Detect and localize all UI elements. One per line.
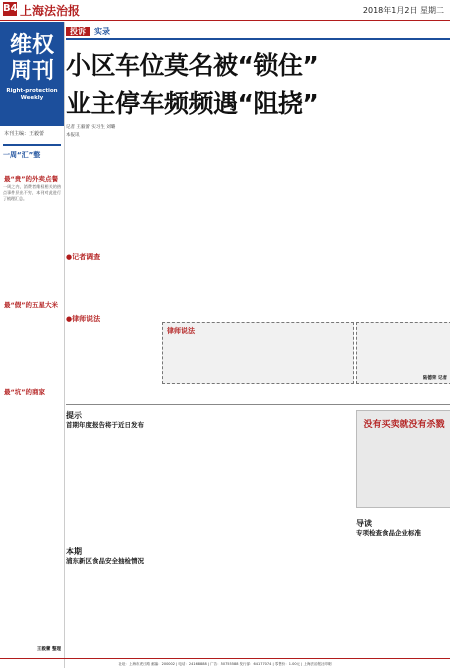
- article-column: [260, 410, 352, 540]
- article-column: [163, 546, 255, 672]
- commentary-title: 没有买卖就没有杀戮: [363, 420, 445, 430]
- article-column: [260, 262, 352, 310]
- article-column: [66, 142, 158, 250]
- sidebar-text-block: 一周之内，消费者维权相关的热点事件层出不穷，本刊对此进行了梳理汇总。: [3, 184, 61, 201]
- article-column: [66, 324, 158, 400]
- commentary-text: [361, 432, 447, 502]
- sidebar-signature: 王毅蕾 整理: [36, 647, 61, 652]
- sidebar-item-title: 最“坑”的商家: [4, 388, 46, 396]
- dateline: 本报讯: [66, 133, 80, 138]
- sidebar-item-title: 最“假”的五星大米: [4, 301, 59, 309]
- paper-name: 上海法治报: [20, 4, 81, 18]
- news-subtitle: 浦东新区食品安全抽检情况: [66, 557, 144, 565]
- column-tag-prefix: 投诉: [66, 27, 90, 36]
- column-tag-label: 实录: [94, 27, 110, 36]
- sidebar-item-title: 最“贵”的外卖点餐: [4, 175, 59, 183]
- section-banner: [0, 22, 64, 126]
- weekly-summary-label: 一周“汇”整: [3, 151, 41, 159]
- weekly-summary-box: [3, 144, 61, 170]
- headline-line-1: 小区车位莫名被“锁住”: [66, 51, 319, 80]
- lawyer-quote-title: 律师说法: [167, 326, 195, 335]
- issue-date: 2018年1月2日 星期二: [362, 6, 444, 15]
- article-column: [163, 262, 255, 310]
- main-content: [66, 22, 450, 668]
- news-subtitle: 专项检查食品企业标准: [356, 529, 421, 537]
- section-subhead: ●律师说法: [66, 315, 101, 323]
- news-title: 导读: [356, 519, 372, 528]
- article-column: [163, 410, 255, 540]
- article-column: [66, 262, 158, 310]
- article-column: [260, 546, 352, 672]
- byline: 记者 王毅蕾 实习生 刘璐: [66, 125, 116, 130]
- masthead: [0, 0, 450, 21]
- article-column: [357, 202, 450, 312]
- news-title: 本期: [66, 547, 82, 556]
- commentary-box: [356, 410, 450, 508]
- sidebar: [0, 22, 65, 668]
- section-divider: [66, 404, 450, 405]
- page-number: B4: [3, 3, 18, 14]
- lawyer-quote-box: [162, 322, 354, 384]
- news-subtitle: 首期年度报告将于近日发布: [66, 421, 144, 429]
- page-footer: 社址：上海市虎丘路 邮编：200002 | 电话：24168888 | 广告：50755588 发行部：64177074 | 零售价：1.00元 | 上海法治报社印刷: [0, 658, 450, 669]
- sidebar-text-block: [3, 397, 61, 642]
- article-column: [163, 142, 255, 250]
- side-quote-box: [356, 322, 450, 384]
- sidebar-text-block: [3, 310, 61, 382]
- section-subhead: ●记者调查: [66, 253, 101, 261]
- article-column: [260, 142, 352, 250]
- banner-title: 维权周刊: [9, 32, 54, 84]
- article-column: [66, 568, 158, 672]
- banner-subtitle: Right-protection Weekly: [6, 88, 58, 101]
- article-column: [357, 36, 450, 196]
- side-quote-text: [361, 327, 447, 371]
- news-title: 提示: [66, 411, 82, 420]
- article-column: [356, 540, 450, 672]
- side-quote-signature: 陆德荣 记者: [422, 376, 447, 381]
- headline-line-2: 业主停车频频遇“阻挠”: [66, 89, 319, 118]
- sidebar-editor: 本刊主编：王毅蕾: [4, 131, 45, 137]
- lawyer-quote-text: [167, 337, 349, 379]
- article-column: [66, 432, 158, 542]
